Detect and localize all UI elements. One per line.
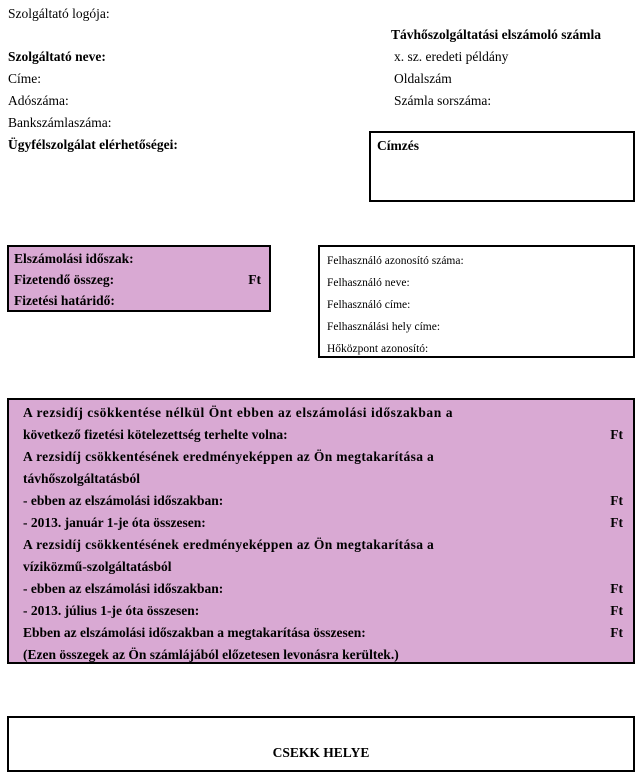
due-date-label: Fizetési határidő: [14,293,115,308]
provider-tax-label: Adószáma: [8,93,69,108]
savings-unit: Ft [610,625,623,640]
heat-center-label: Hőközpont azonosító: [327,343,429,355]
savings-text-line: (Ezen összegek az Ön számlájából előzetesen levonásra kerültek.) [23,647,399,662]
usage-site-label: Felhasználási hely címe: [327,321,441,333]
customer-service-label: Ügyfélszolgálat elérhetőségei: [8,137,178,152]
user-address-label: Felhasználó címe: [327,299,411,311]
user-name-label: Felhasználó neve: [327,277,410,289]
check-box [7,716,635,772]
invoice-title: Távhőszolgáltatási elszámoló számla [391,27,601,42]
provider-name-label: Szolgáltató neve: [8,49,106,64]
user-info-box [318,245,635,358]
savings-text-line: A rezsidíj csökkentésének eredményeképpen az Ön megtakarítása a [23,537,435,552]
billing-period-label: Elszámolási időszak: [14,251,134,266]
savings-text-line: - ebben az elszámolási időszakban: [23,581,224,596]
savings-text-line: távhőszolgáltatásból [23,471,141,486]
provider-logo-label: Szolgáltató logója: [8,6,110,21]
billing-summary-box [7,245,271,312]
savings-text-line: Ebben az elszámolási időszakban a megtakarítása összesen: [23,625,366,640]
invoice-serial: Számla sorszáma: [394,93,492,108]
savings-text-line: víziközmű-szolgáltatásból [23,559,172,574]
invoice-copy: x. sz. eredeti példány [394,49,509,64]
check-label: CSEKK HELYE [272,745,370,760]
savings-unit: Ft [610,493,623,508]
addressee-label: Címzés [377,138,419,153]
provider-address-label: Címe: [8,71,41,86]
savings-text-line: A rezsidíj csökkentésének eredményeképpen az Ön megtakarítása a [23,449,435,464]
invoice-page: Oldalszám [394,71,452,86]
addressee-box [369,131,635,202]
user-id-label: Felhasználó azonosító száma: [327,255,464,267]
amount-due-label: Fizetendő összeg: [14,272,115,287]
savings-text-line: - ebben az elszámolási időszakban: [23,493,224,508]
amount-due-unit: Ft [248,272,261,287]
savings-text-line: - 2013. július 1-je óta összesen: [23,603,200,618]
savings-text-line: - 2013. január 1-je óta összesen: [23,515,206,530]
savings-box [7,398,635,664]
provider-bank-label: Bankszámlaszáma: [8,115,112,130]
savings-text-line: következő fizetési kötelezettség terhelte volna: [23,427,288,442]
savings-unit: Ft [610,603,623,618]
savings-unit: Ft [610,427,623,442]
savings-unit: Ft [610,581,623,596]
savings-unit: Ft [610,515,623,530]
savings-text-line: A rezsidíj csökkentése nélkül Önt ebben az elszámolási időszakban a [23,405,454,420]
